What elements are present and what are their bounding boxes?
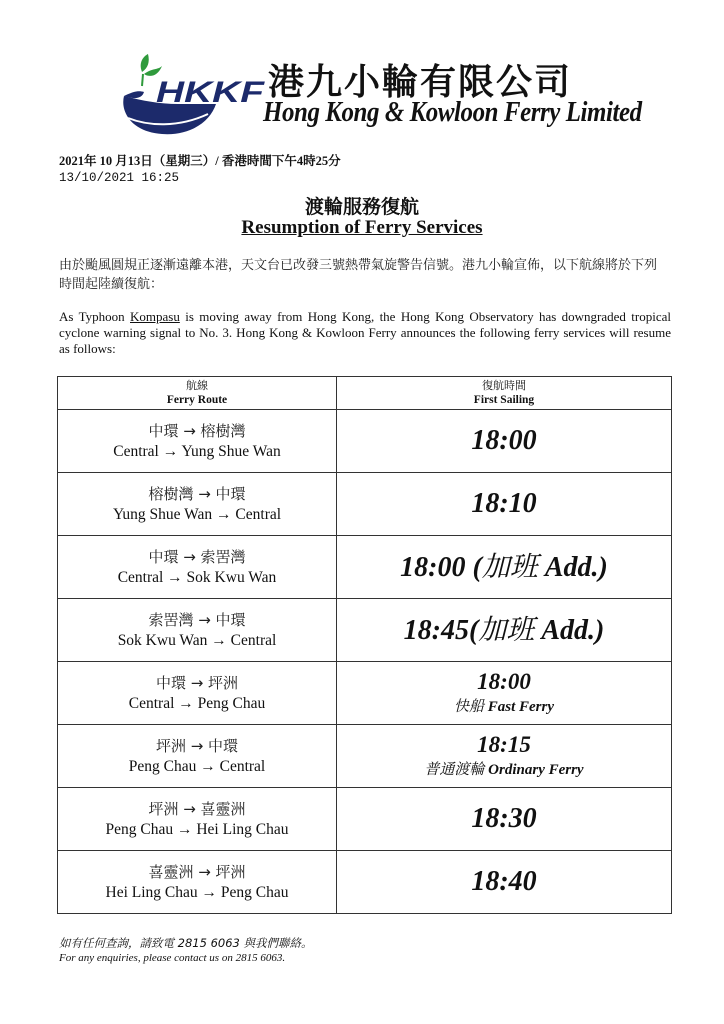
notice-title-zh: 渡輪服務復航: [304, 196, 419, 218]
table-row: [58, 788, 672, 851]
sailing-time: 18:15: [477, 731, 531, 757]
company-name-en: Hong Kong & Kowloon Ferry Limited: [263, 96, 642, 128]
route-en: Central → Yung Shue Wan: [113, 443, 281, 460]
notice-title-en: Resumption of Ferry Services: [241, 217, 483, 238]
notice-en-suffix: is moving away from Hong Kong, the Hong Kong Observatory has downgraded tropical cyclone warning signal to No. 3. Hong Kong & Kowloon Ferry announces the following ferry services will resume as follows:: [59, 309, 672, 356]
route-en: Hei Ling Chau → Peng Chau: [105, 884, 289, 901]
route-en: Peng Chau → Central: [128, 758, 266, 775]
sailing-cell: [337, 473, 672, 536]
header-route-en: Ferry Route: [166, 394, 228, 406]
route-cell: [58, 662, 337, 725]
sailing-cell: [337, 725, 672, 788]
route-zh: 中環 → 索罟灣: [148, 548, 246, 566]
notice-title-en-wrap: [0, 217, 724, 239]
sailing-cell: [337, 788, 672, 851]
ferry-type: [337, 758, 671, 781]
sailing-time: 18:40: [471, 866, 537, 897]
route-cell: [58, 473, 337, 536]
table-row: [58, 473, 672, 536]
issue-date-numeric: 13/10/2021 16:25: [59, 171, 180, 185]
route-en: Sok Kwu Wan → Central: [117, 632, 277, 649]
route-zh: 坪洲 → 中環: [155, 737, 239, 755]
route-zh: 坪洲 → 喜靈洲: [148, 800, 246, 818]
route-cell: [58, 725, 337, 788]
ferry-type-zh: 快船: [453, 696, 484, 715]
additional-label-zh: 加班: [478, 612, 535, 646]
sailing-time: 18:00 (: [400, 551, 482, 583]
table-row: [58, 725, 672, 788]
route-en: Central → Sok Kwu Wan: [117, 569, 277, 586]
notice-en-prefix: As Typhoon: [59, 309, 130, 324]
additional-label-en: Add.): [537, 551, 608, 583]
route-en: Yung Shue Wan → Central: [112, 506, 282, 523]
header-first-sailing: [337, 377, 672, 410]
notice-body-zh: 由於颱風圓規正逐漸遠離本港，天文台已改發三號熱帶氣旋警告信號。港九小輪宣佈，以下航線將於下列時間起陸續復航：: [59, 258, 658, 292]
route-cell: [58, 851, 337, 914]
ferry-type-zh: 普通渡輪: [424, 759, 485, 778]
logo-text: HKKF: [156, 76, 265, 109]
route-cell: [58, 788, 337, 851]
ferry-type-en: Fast Ferry: [484, 698, 555, 715]
whale-logo-icon: [118, 52, 266, 138]
table-row: [58, 851, 672, 914]
route-zh: 中環 → 榕樹灣: [148, 422, 246, 440]
table-row: [58, 536, 672, 599]
route-cell: [58, 599, 337, 662]
table-row: [58, 599, 672, 662]
sailing-cell: [337, 851, 672, 914]
sailing-cell: [337, 536, 672, 599]
route-cell: [58, 410, 337, 473]
table-row: [58, 410, 672, 473]
header-sailing-zh: 復航時間: [482, 379, 526, 392]
route-zh: 榕樹灣 → 中環: [148, 485, 246, 503]
route-en: Peng Chau → Hei Ling Chau: [105, 821, 289, 838]
route-zh: 索罟灣 → 中環: [148, 611, 246, 629]
typhoon-name: Kompasu: [130, 309, 180, 324]
sailing-cell: [337, 662, 672, 725]
company-name-zh: 港九小輪有限公司: [268, 62, 573, 103]
additional-label-zh: 加班: [481, 549, 538, 583]
additional-label-en: Add.): [534, 614, 605, 646]
notice-body-en: [59, 309, 671, 357]
sailing-time-additional: [337, 551, 671, 584]
sailing-time: 18:45(: [403, 614, 479, 646]
table-row: [58, 662, 672, 725]
sailing-time: 18:00: [477, 668, 531, 694]
route-cell: [58, 536, 337, 599]
sailing-time: 18:00: [471, 425, 537, 456]
footer-enquiry-en: For any enquiries, please contact us on 2815 6063.: [59, 952, 286, 964]
issue-date-zh: 2021年 10 月13日（星期三）/ 香港時間下午4時25分: [59, 154, 341, 168]
letterhead: [118, 52, 642, 142]
route-en: Central → Peng Chau: [128, 695, 266, 712]
header-route-zh: 航線: [186, 379, 208, 392]
header-sailing-en: First Sailing: [473, 394, 535, 406]
table-header-row: [58, 377, 672, 410]
footer-enquiry-zh: 如有任何查詢，請致電 2815 6063 與我們聯絡。: [59, 936, 313, 950]
sailing-cell: [337, 410, 672, 473]
sailing-time: 18:10: [471, 488, 537, 519]
ferry-schedule-table: [57, 376, 672, 914]
route-zh: 喜靈洲 → 坪洲: [148, 863, 246, 881]
header-ferry-route: [58, 377, 337, 410]
route-zh: 中環 → 坪洲: [155, 674, 239, 692]
ferry-type-en: Ordinary Ferry: [484, 761, 584, 778]
sailing-time: 18:30: [471, 803, 537, 834]
sailing-cell: [337, 599, 672, 662]
sailing-time-additional: [337, 614, 671, 647]
ferry-type: [337, 695, 671, 718]
